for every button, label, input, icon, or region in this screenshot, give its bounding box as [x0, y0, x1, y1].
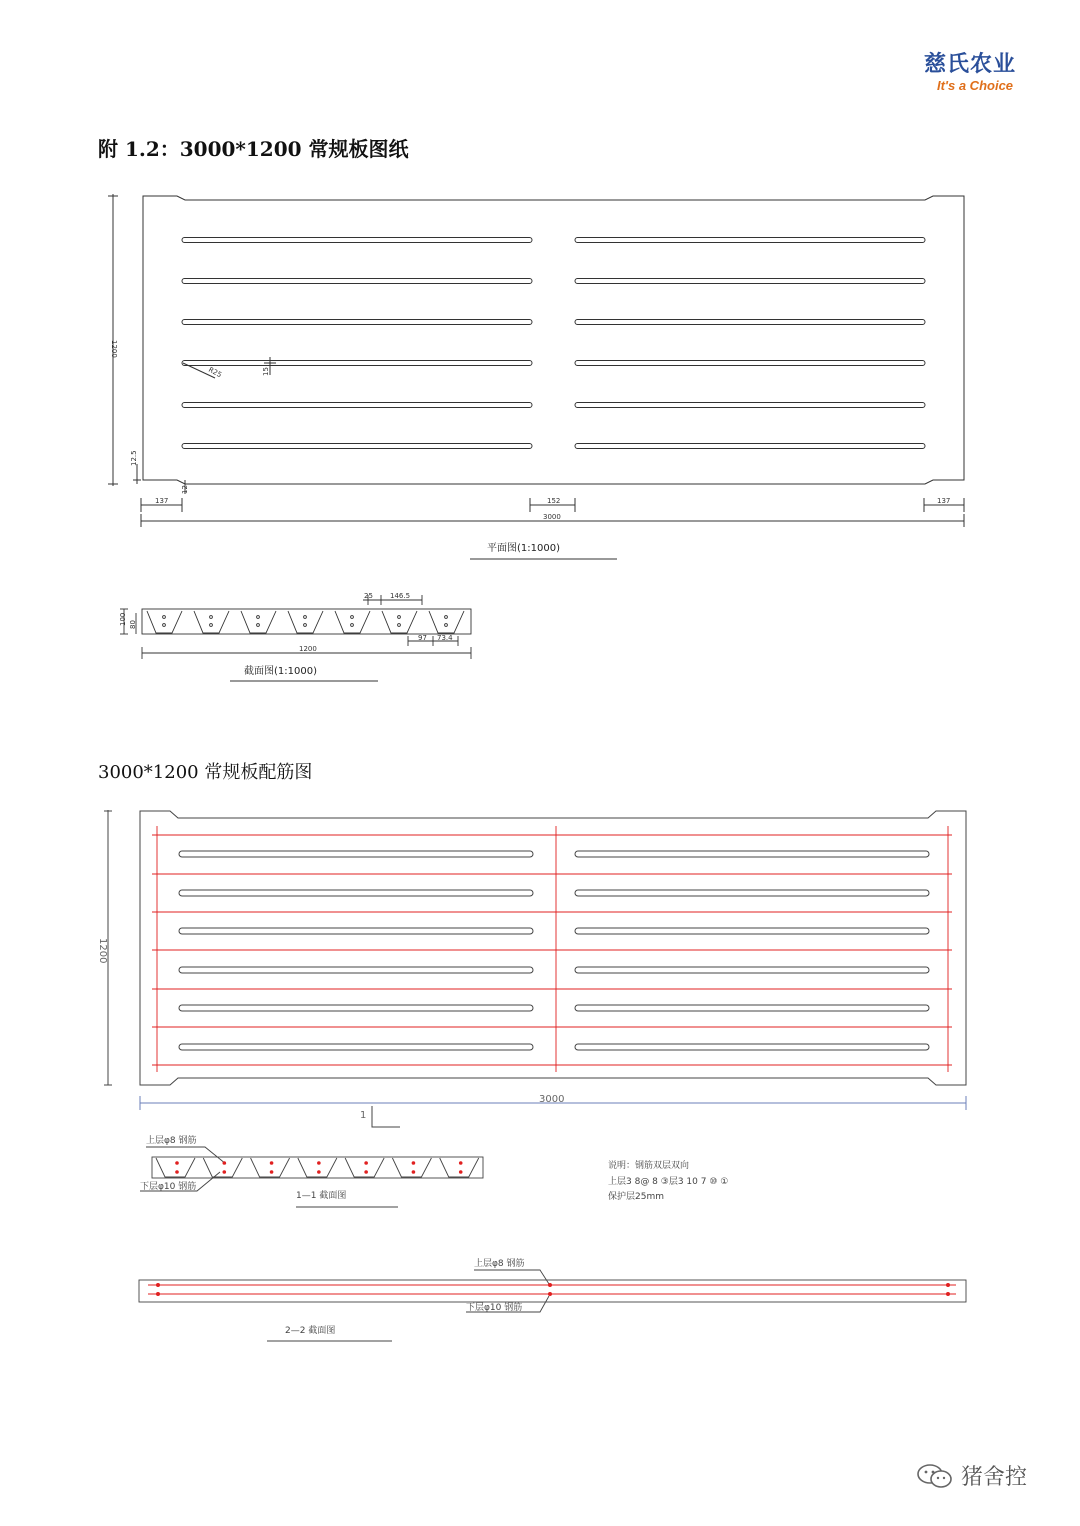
section-hole — [163, 624, 166, 627]
section-void — [382, 611, 417, 633]
slot — [179, 851, 533, 857]
slot — [182, 238, 532, 243]
section-2-2-drawing — [139, 1270, 966, 1341]
section-1-1-text — [140, 1134, 346, 1201]
slot — [575, 851, 929, 857]
logo-name: 慈氏农业 — [923, 51, 1016, 77]
slot — [179, 890, 533, 896]
rebar-dot — [459, 1170, 463, 1174]
rebar-notes — [608, 1159, 728, 1202]
dim-25-label: 25 — [364, 592, 373, 600]
rebar-dot — [459, 1161, 463, 1165]
watermark-text: 猪舍控 — [961, 1465, 1028, 1490]
note-line1: 说明：钢筋双层双向 — [608, 1161, 690, 1171]
rebar-dot — [317, 1170, 321, 1174]
plan-drawing-2 — [104, 810, 966, 1127]
slot — [575, 1005, 929, 1011]
logo-slogan: It's a Choice — [936, 78, 1014, 93]
dim-80-label: 80 — [129, 620, 137, 629]
section-void — [156, 1158, 195, 1177]
plan2-dims-text — [97, 938, 564, 1121]
rebar-dot — [175, 1161, 179, 1165]
rebar-dot — [270, 1170, 274, 1174]
s11-bottom-label: 下层φ10 钢筋 — [140, 1182, 197, 1192]
plan2-cut-label: 1 — [360, 1110, 367, 1121]
slot — [182, 320, 532, 325]
dim-100-label: 100 — [119, 612, 127, 626]
slot — [179, 928, 533, 934]
section-void — [440, 1158, 479, 1177]
section-void — [345, 1158, 384, 1177]
rebar-dot — [175, 1170, 179, 1174]
dim-right-label: 137 — [937, 497, 951, 505]
slot — [182, 279, 532, 284]
note-line2: 上层3 8@ 8 ③层3 10 7 ⑩ ① — [608, 1177, 729, 1187]
plan1-caption: 平面图(1:1000) — [487, 543, 560, 554]
section-hole — [210, 616, 213, 619]
s22-top-label: 上层φ8 钢筋 — [474, 1259, 525, 1269]
rebar-dot — [222, 1170, 226, 1174]
slot — [179, 967, 533, 973]
section-hole — [445, 624, 448, 627]
s11-caption: 1—1 截面图 — [296, 1191, 347, 1201]
section1-title: 附 1.2：3000*1200 常规板图纸 — [98, 137, 409, 161]
section-void — [335, 611, 370, 633]
slot — [575, 361, 925, 366]
slot — [179, 1005, 533, 1011]
s11-top-label: 上层φ8 钢筋 — [146, 1136, 197, 1146]
section-hole — [304, 616, 307, 619]
section-hole — [257, 616, 260, 619]
s22-bottom-label: 下层φ10 钢筋 — [466, 1303, 523, 1313]
slot — [575, 928, 929, 934]
section1-caption: 截面图(1:1000) — [244, 666, 317, 677]
rebar-dot — [412, 1170, 416, 1174]
dim-734-label: 73.4 — [437, 634, 453, 642]
slot — [179, 1044, 533, 1050]
section-hole — [210, 624, 213, 627]
section-void — [194, 611, 229, 633]
rebar-dot — [222, 1161, 226, 1165]
dim-12-label: 12 — [181, 485, 189, 494]
rebar-dot — [270, 1161, 274, 1165]
section-2-2-text — [285, 1257, 525, 1336]
section-hole — [304, 624, 307, 627]
dim-125-label: 12.5 — [130, 450, 138, 466]
section-hole — [163, 616, 166, 619]
slot — [182, 361, 532, 366]
slot — [575, 890, 929, 896]
section-void — [298, 1158, 337, 1177]
slot — [575, 279, 925, 284]
dim-1200-label: 1200 — [299, 645, 317, 653]
dim-r-label: R25 — [207, 365, 223, 380]
slot — [575, 320, 925, 325]
rebar-dot — [412, 1161, 416, 1165]
section-hole — [351, 624, 354, 627]
rebar-dot — [364, 1170, 368, 1174]
slot — [575, 238, 925, 243]
slot — [575, 403, 925, 408]
section-void — [429, 611, 464, 633]
plan-drawing-1 — [108, 194, 964, 559]
dim-97-label: 97 — [418, 634, 427, 642]
section-void — [241, 611, 276, 633]
section-void — [251, 1158, 290, 1177]
dim-mid-label: 152 — [547, 497, 561, 505]
slot — [182, 444, 532, 449]
section-hole — [398, 616, 401, 619]
section-void — [288, 611, 323, 633]
plan2-height-label: 1200 — [97, 938, 108, 964]
section-hole — [398, 624, 401, 627]
plan1-outline — [143, 196, 964, 484]
wechat-icon — [915, 1463, 955, 1489]
dim-height-label: 1200 — [110, 340, 118, 358]
s22-caption: 2—2 截面图 — [285, 1326, 336, 1336]
section1-dims-text — [119, 592, 453, 677]
plan2-rebar-grid — [152, 826, 952, 1072]
dim-1465-label: 146.5 — [390, 592, 411, 600]
section-void — [392, 1158, 431, 1177]
section-hole — [257, 624, 260, 627]
dim-left-label: 137 — [155, 497, 169, 505]
section-1-1-rebar-dots — [175, 1161, 462, 1174]
dim-15-label: 15 — [262, 367, 270, 376]
rebar-dot — [317, 1161, 321, 1165]
plan2-slots — [179, 851, 929, 1050]
dim-total-label: 3000 — [543, 513, 561, 521]
section2-title: 3000*1200 常规板配筋图 — [98, 762, 313, 783]
section-hole — [351, 616, 354, 619]
plan2-total-label: 3000 — [539, 1094, 565, 1105]
section-hole — [445, 616, 448, 619]
section-void — [147, 611, 182, 633]
slot — [182, 403, 532, 408]
slot — [575, 1044, 929, 1050]
rebar-dot — [364, 1161, 368, 1165]
watermark — [915, 1460, 1027, 1491]
note-line3: 保护层25mm — [608, 1192, 664, 1202]
slot — [575, 444, 925, 449]
plan1-dims-text — [110, 340, 950, 554]
plan1-slots — [182, 238, 925, 449]
slot — [575, 967, 929, 973]
